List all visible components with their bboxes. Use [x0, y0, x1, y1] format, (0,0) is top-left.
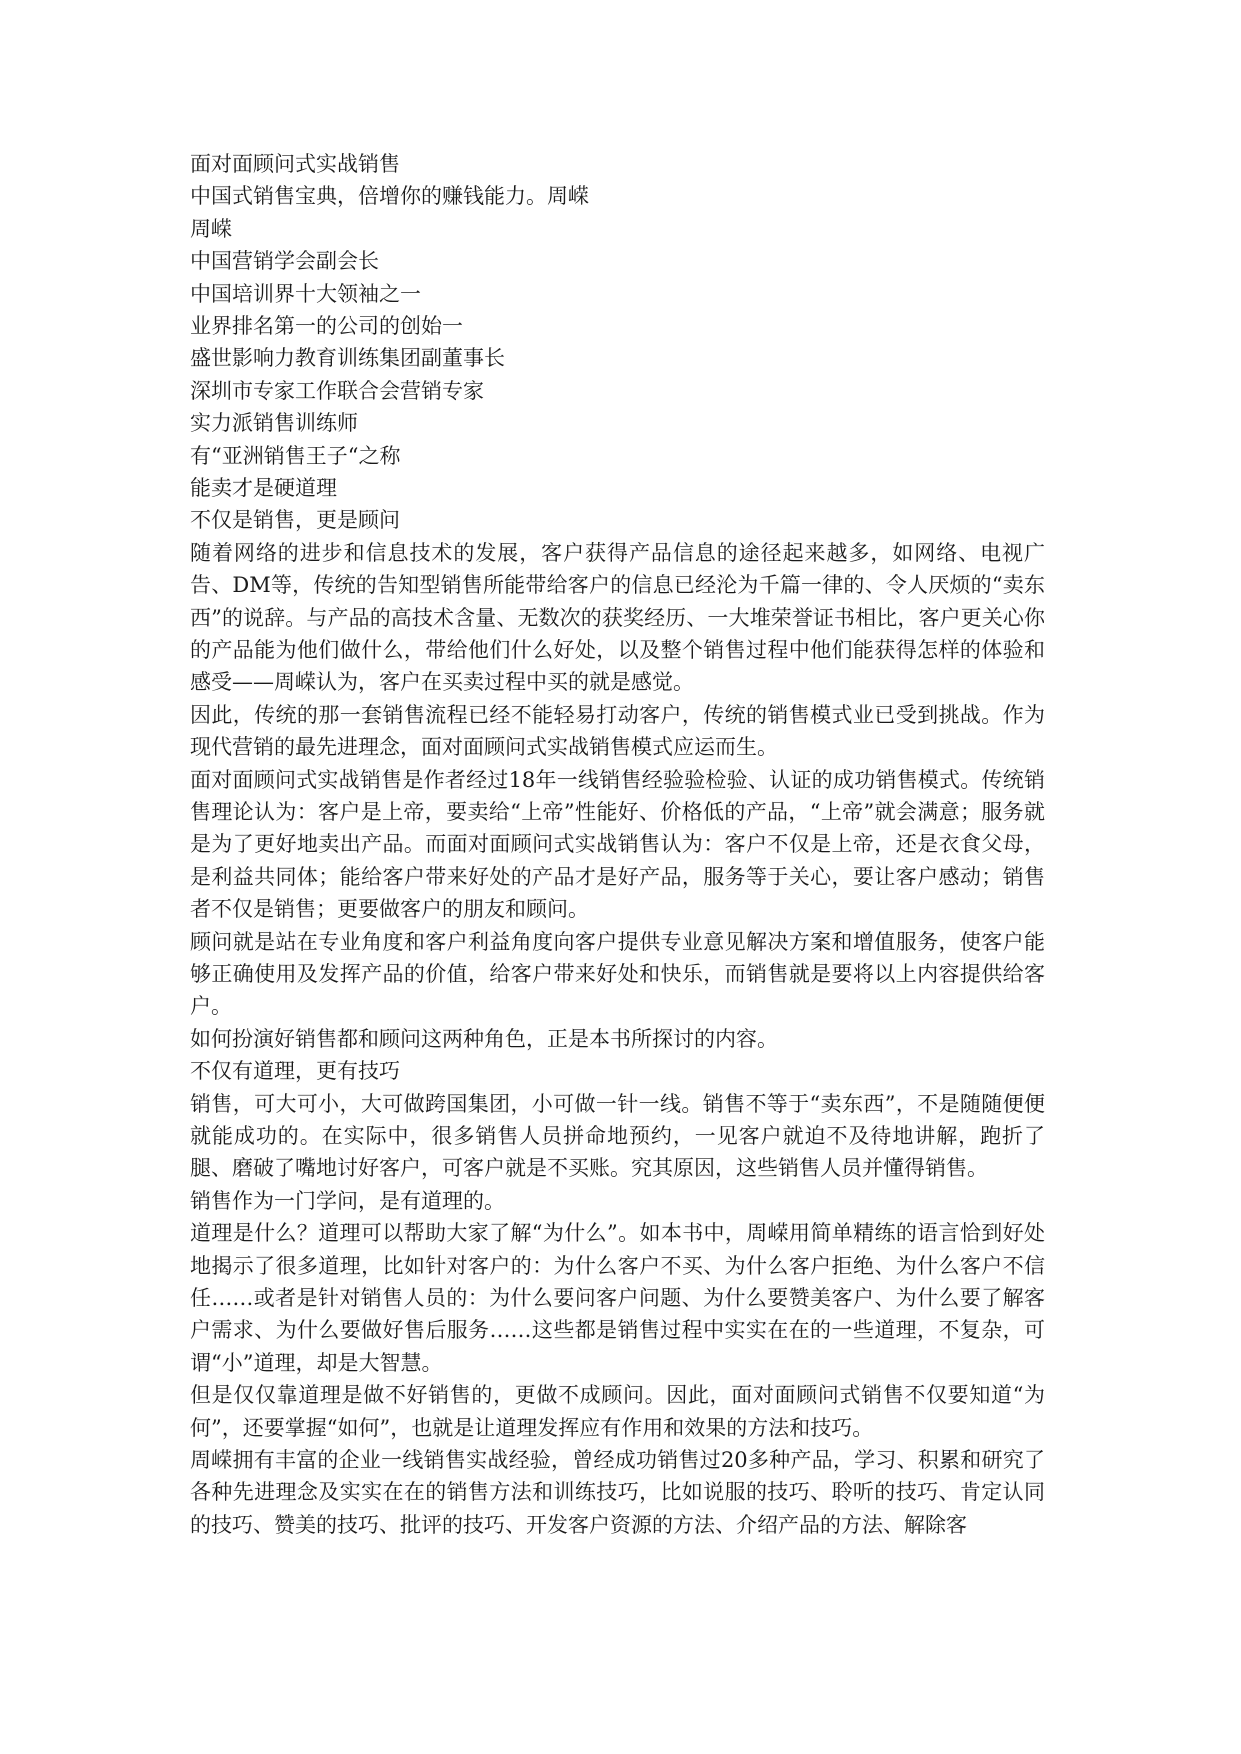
section-heading: 不仅有道理，更有技巧: [190, 1059, 400, 1084]
section-heading: 不仅是销售，更是顾问: [190, 508, 400, 533]
author-title: 中国营销学会副会长: [190, 249, 379, 274]
author-title: 业界排名第一的公司的创始一: [190, 313, 463, 338]
body-paragraph: 道理是什么？道理可以帮助大家了解“为什么”。如本书中，周嵘用简单精练的语言恰到好处地揭示了很多道理，比如针对客户的：为什么客户不买、为什么客户拒绝、为什么客户不信任……或者是针对销售人员的：为什么要问客户问题、为什么要赞美客户、为什么要了解客户需求、为什么要做好售后服务……这些都是销售过程中实实在在的一些道理，不复杂，可谓“小”道理，却是大智慧。: [190, 1221, 1045, 1375]
body-paragraph: 面对面顾问式实战销售是作者经过18年一线销售经验验检验、认证的成功销售模式。传统销售理论认为：客户是上帝，要卖给“上帝”性能好、价格低的产品，“上帝”就会满意；服务就是为了更好地卖出产品。而面对面顾问式实战销售认为：客户不仅是上帝，还是衣食父母，是利益共同体；能给客户带来好处的产品才是好产品，服务等于关心，要让客户感动；销售者不仅是销售；更要做客户的朋友和顾问。: [190, 767, 1045, 922]
body-paragraph: 随着网络的进步和信息技术的发展，客户获得产品信息的途径起来越多，如网络、电视广告、DM等，传统的告知型销售所能带给客户的信息已经沦为千篇一律的、令人厌烦的“卖东西”的说辞。与产品的高技术含量、无数次的获奖经历、一大堆荣誉证书相比，客户更关心你的产品能为他们做什么，带给他们什么好处，以及整个销售过程中他们能获得怎样的体验和感受——周嵘认为，客户在买卖过程中买的就是感觉。: [190, 540, 1045, 695]
tagline: 能卖才是硬道理: [190, 475, 337, 500]
author-name: 周嵘: [190, 216, 232, 241]
author-title: 实力派销售训练师: [190, 411, 358, 436]
body-paragraph: 销售，可大可小，大可做跨国集团，小可做一针一线。销售不等于“卖东西”，不是随随便便就能成功的。在实际中，很多销售人员拼命地预约，一见客户就迫不及待地讲解，跑折了腿、磨破了嘴地讨好客户，可客户就是不买账。究其原因，这些销售人员并懂得销售。: [190, 1091, 1045, 1181]
body-paragraph: 因此，传统的那一套销售流程已经不能轻易打动客户，传统的销售模式业已受到挑战。作为现代营销的最先进理念，面对面顾问式实战销售模式应运而生。: [190, 702, 1045, 760]
body-paragraph: 顾问就是站在专业角度和客户利益角度向客户提供专业意见解决方案和增值服务，使客户能够正确使用及发挥产品的价值，给客户带来好处和快乐，而销售就是要将以上内容提供给客户。: [190, 929, 1045, 1019]
document-subtitle: 中国式销售宝典，倍增你的赚钱能力。周嵘: [190, 184, 589, 209]
body-paragraph: 周嵘拥有丰富的企业一线销售实战经验，曾经成功销售过20多种产品，学习、积累和研究了各种先进理念及实实在在的销售方法和训练技巧，比如说服的技巧、聆听的技巧、肯定认同的技巧、赞美的技巧、批评的技巧、开发客户资源的方法、介绍产品的方法、解除客: [190, 1448, 1045, 1537]
author-title: 有“亚洲销售王子“之称: [190, 443, 401, 468]
body-paragraph: 如何扮演好销售都和顾问这两种角色，正是本书所探讨的内容。: [190, 1026, 778, 1051]
author-title: 中国培训界十大领袖之一: [190, 281, 421, 306]
author-title: 深圳市专家工作联合会营销专家: [190, 378, 484, 403]
author-title: 盛世影响力教育训练集团副董事长: [190, 346, 505, 371]
document-title: 面对面顾问式实战销售: [190, 152, 400, 176]
body-paragraph: 但是仅仅靠道理是做不好销售的，更做不成顾问。因此，面对面顾问式销售不仅要知道“为何”，还要掌握“如何”，也就是让道理发挥应有作用和效果的方法和技巧。: [190, 1383, 1045, 1440]
body-paragraph: 销售作为一门学问，是有道理的。: [190, 1188, 505, 1213]
document-page: [190, 148, 1045, 1541]
